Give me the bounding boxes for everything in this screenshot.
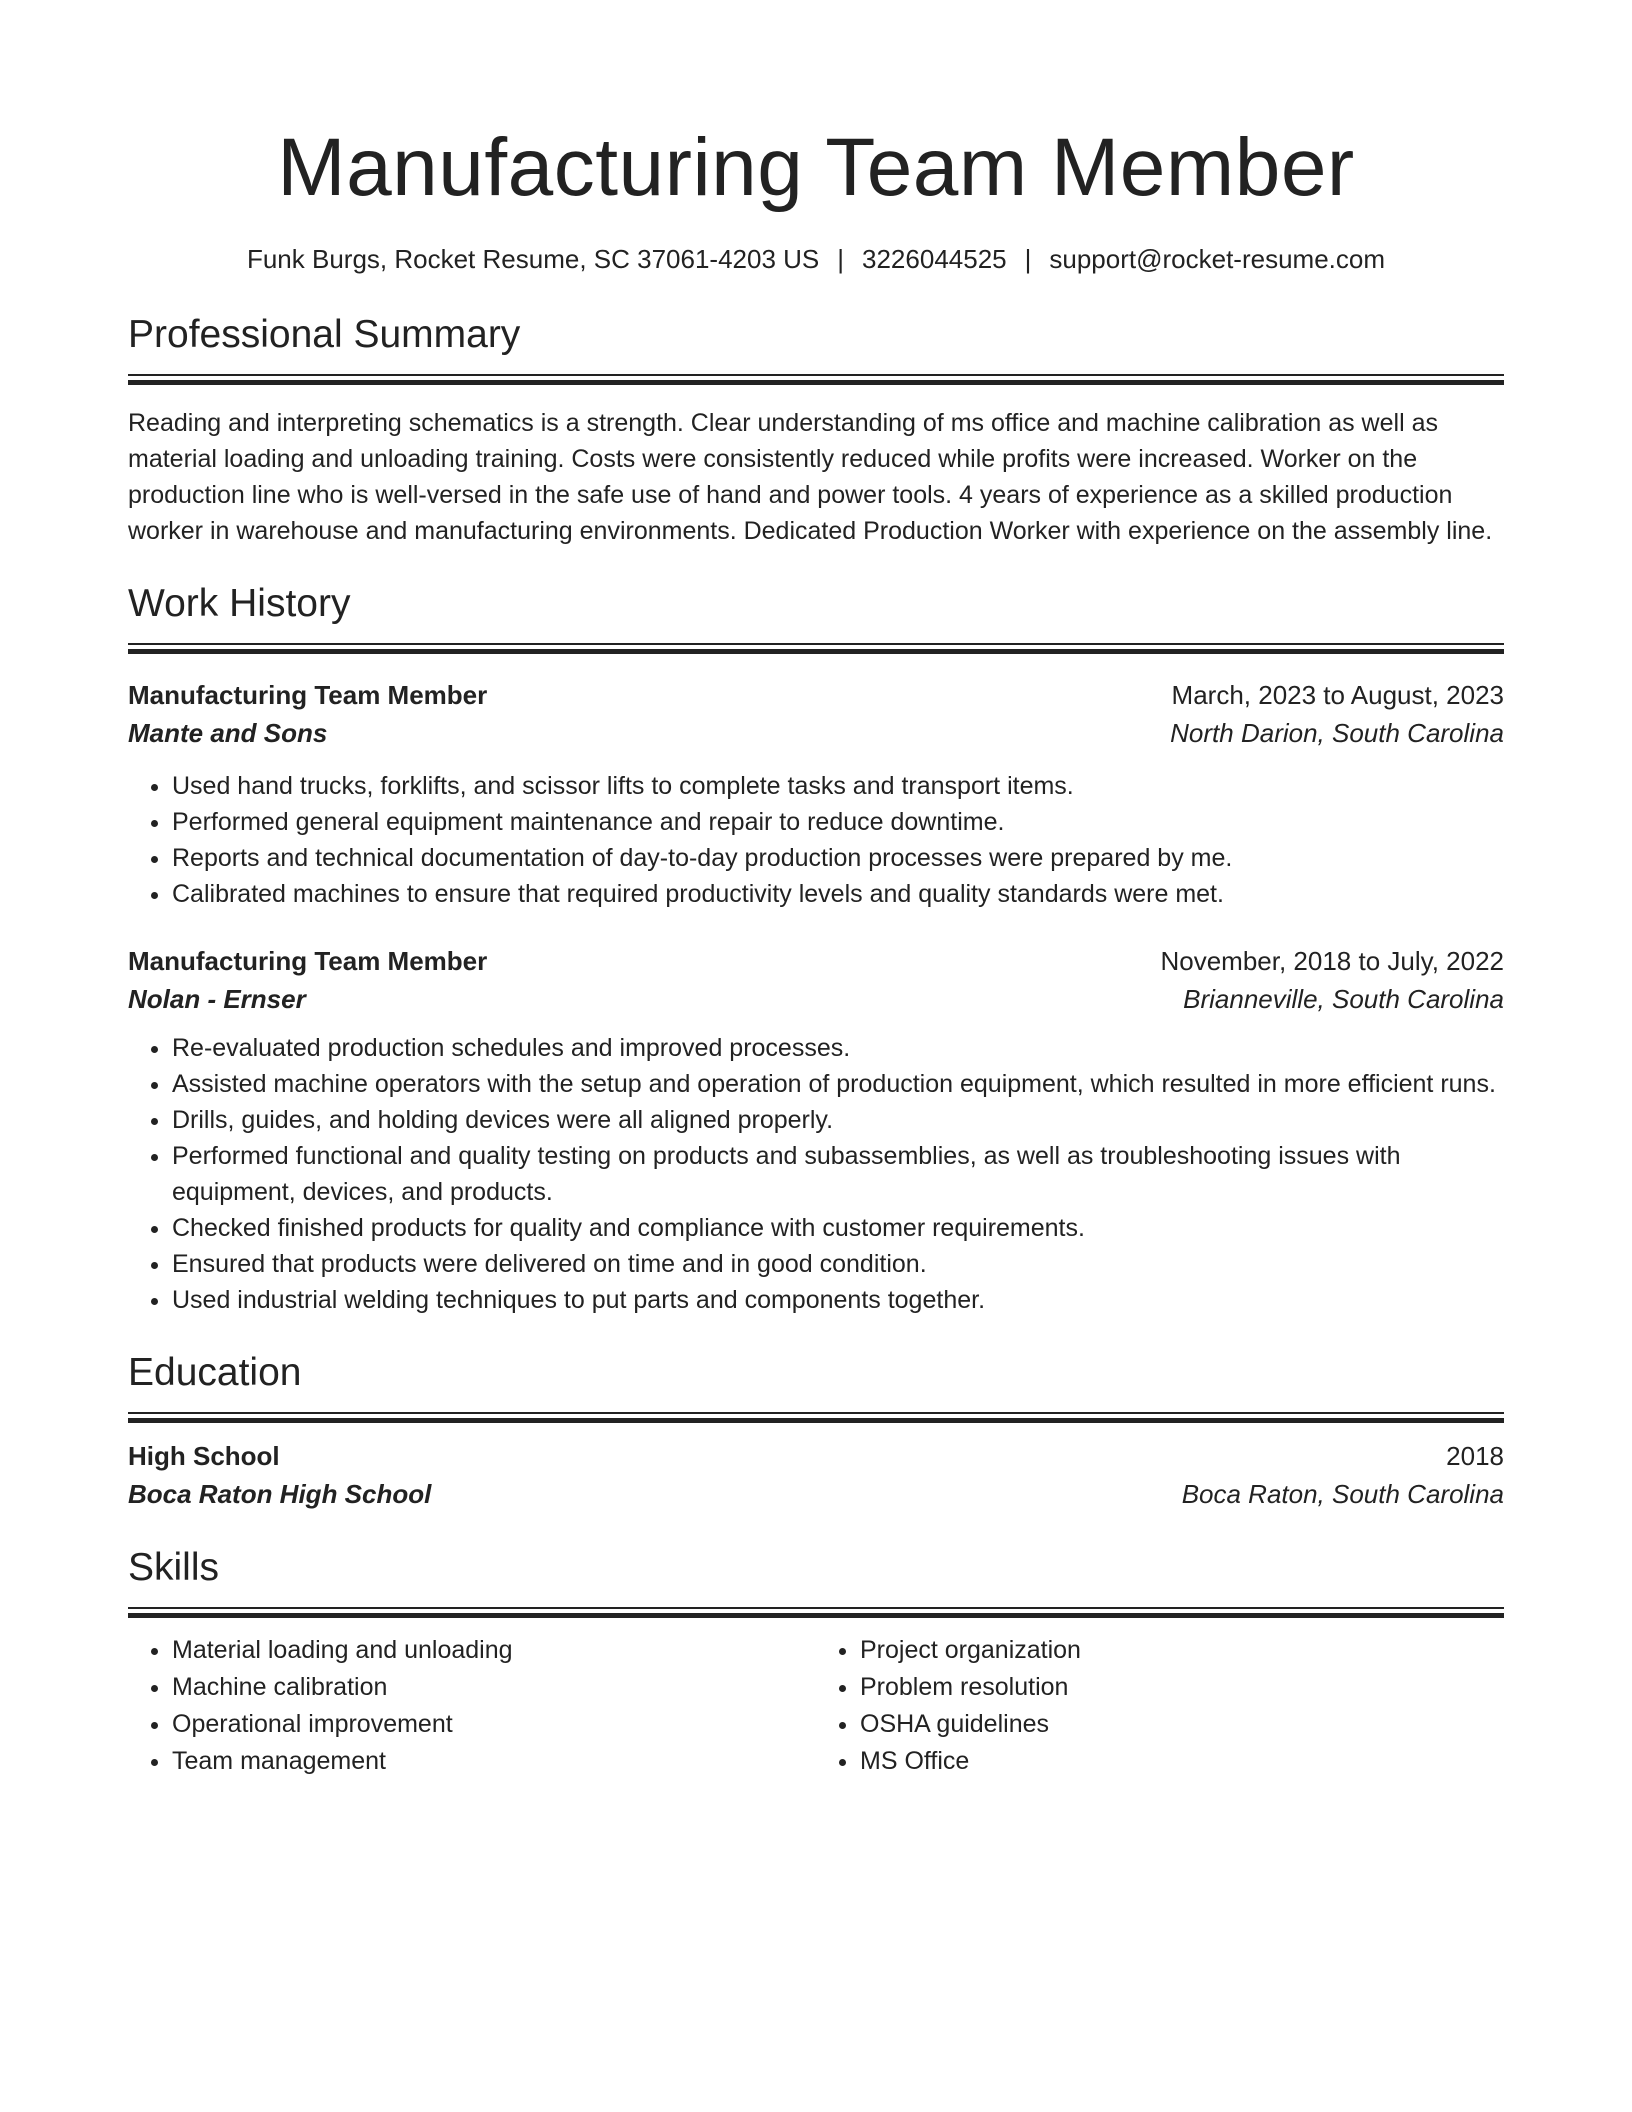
job-entry (128, 942, 1504, 1318)
job-dates: March, 2023 to August, 2023 (1171, 680, 1504, 710)
skills-list (128, 1632, 1504, 1780)
list-item: • Ensured that products were delivered on time and in good condition. (172, 1246, 1504, 1282)
contact-separator: | (1024, 244, 1032, 274)
education-entry (128, 1437, 1504, 1513)
contact-separator: | (837, 244, 845, 274)
section-divider (128, 643, 1504, 654)
list-item: • Re-evaluated production schedules and improved processes. (172, 1030, 1504, 1066)
section-title-education: Education (128, 1351, 302, 1394)
skill-item: • Problem resolution (860, 1669, 1504, 1706)
education-degree: High School (128, 1441, 280, 1471)
job-dates: November, 2018 to July, 2022 (1160, 946, 1504, 976)
job-employer: Mante and Sons (128, 718, 328, 748)
contact-phone: 3226044525 (862, 244, 1007, 274)
education-section (128, 1348, 1504, 1513)
job-entry (128, 676, 1504, 912)
list-item: • Checked finished products for quality and compliance with customer requirements. (172, 1210, 1504, 1246)
skills-column-right (816, 1632, 1504, 1780)
contact-address: Funk Burgs, Rocket Resume, SC 37061-4203 US (246, 244, 820, 274)
section-title-summary: Professional Summary (128, 313, 521, 356)
work-history-section (128, 579, 1504, 1318)
skills-section (128, 1543, 1504, 1780)
job-title: Manufacturing Team Member (128, 680, 488, 710)
skill-item: • Operational improvement (172, 1706, 816, 1743)
list-item: • Assisted machine operators with the setup and operation of production equipment, which resulted in more efficient runs. (172, 1066, 1504, 1102)
list-item: • Used hand trucks, forklifts, and scissor lifts to complete tasks and transport items. (172, 768, 1504, 804)
job-bullets (128, 1030, 1504, 1318)
skill-item: • Material loading and unloading (172, 1632, 816, 1669)
list-item: • Performed general equipment maintenance and repair to reduce downtime. (172, 804, 1504, 840)
job-location: Brianneville, South Carolina (1183, 984, 1504, 1014)
list-item: • Performed functional and quality testing on products and subassemblies, as well as troubleshooting issues with equipment, devices, and products. (172, 1138, 1504, 1210)
skill-item: • MS Office (860, 1743, 1504, 1780)
education-location: Boca Raton, South Carolina (1181, 1479, 1504, 1509)
list-item: • Drills, guides, and holding devices were all aligned properly. (172, 1102, 1504, 1138)
resume-name: Manufacturing Team Member (277, 122, 1355, 213)
summary-section (128, 310, 1504, 549)
job-employer: Nolan - Ernser (128, 984, 306, 1014)
section-divider (128, 1607, 1504, 1618)
skill-item: • OSHA guidelines (860, 1706, 1504, 1743)
summary-text: Reading and interpreting schematics is a strength. Clear understanding of ms office and machine calibration as well as material loading and unloading training. Costs were consistently reduced while profits were increased. Worker on the production line who is well-versed in the safe use of hand and power tools. 4 years of experience as a skilled production worker in warehouse and manufacturing environments. Dedicated Production Worker with experience on the assembly line. (128, 409, 1493, 545)
job-bullets (128, 768, 1504, 912)
list-item: • Used industrial welding techniques to put parts and components together. (172, 1282, 1504, 1318)
list-item: • Calibrated machines to ensure that required productivity levels and quality standards were met. (172, 876, 1504, 912)
education-year: 2018 (1446, 1441, 1504, 1471)
contact-line (128, 242, 1504, 276)
skill-item: • Team management (172, 1743, 816, 1780)
skill-item: • Project organization (860, 1632, 1504, 1669)
skill-item: • Machine calibration (172, 1669, 816, 1706)
skills-column-left (128, 1632, 816, 1780)
section-title-skills: Skills (128, 1546, 220, 1589)
education-school: Boca Raton High School (128, 1479, 432, 1509)
job-title: Manufacturing Team Member (128, 946, 488, 976)
section-title-work-history: Work History (128, 582, 351, 625)
section-divider (128, 374, 1504, 385)
contact-email: support@rocket-resume.com (1049, 244, 1386, 274)
section-divider (128, 1412, 1504, 1423)
list-item: • Reports and technical documentation of day-to-day production processes were prepared by me. (172, 840, 1504, 876)
job-location: North Darion, South Carolina (1170, 718, 1504, 748)
